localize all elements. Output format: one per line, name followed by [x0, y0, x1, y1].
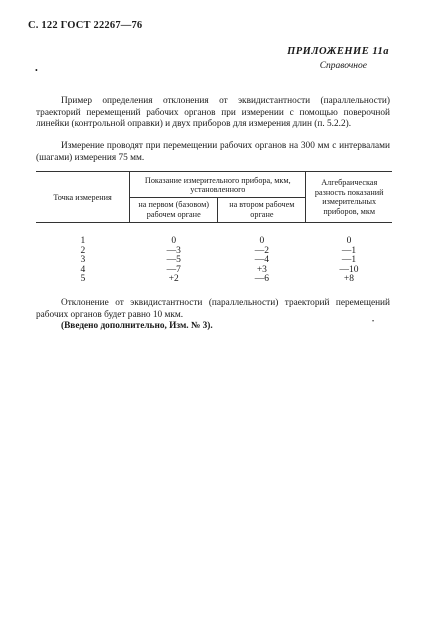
- cell-diff: —10: [339, 264, 359, 275]
- col-header-first: на первом (базовом) рабочем органе: [130, 197, 218, 223]
- cell-second: 0: [259, 236, 265, 246]
- cell-first: —7: [166, 264, 181, 275]
- cell-point: 5: [80, 274, 86, 284]
- cell-first: —3: [166, 245, 181, 256]
- cell-first: —5: [166, 255, 181, 265]
- table-row: [36, 223, 392, 247]
- cell-point: 4: [80, 264, 86, 275]
- cell-point: 2: [80, 245, 86, 256]
- table-row: [36, 275, 392, 285]
- stray-mark: •: [372, 319, 375, 325]
- paragraph-example: Пример определения отклонения от эквидистантности (параллельности) траекторий перемещений рабочих органов при измерении с помощью поверочной линейки (контрольной оправки) и двух приборов для измерения длин (п. 5.2.2).: [36, 96, 390, 129]
- cell-second: +3: [256, 264, 267, 275]
- paragraph-result: Отклонение от эквидистантности (параллельности) траекторий перемещений рабочих органов будет равно 10 мкм.: [36, 298, 390, 320]
- col-header-reading: Показание измерительного прибора, мкм, установленного: [130, 172, 306, 198]
- stray-mark: •: [35, 66, 38, 75]
- appendix-title: ПРИЛОЖЕНИЕ 11а: [287, 46, 389, 57]
- col-header-point: Точка измерения: [36, 172, 130, 223]
- col-header-diff: Алгебраическая разность показаний измерительных приборов, мкм: [306, 172, 392, 223]
- page-header: С. 122 ГОСТ 22267—76: [28, 20, 143, 31]
- cell-point: 3: [80, 255, 86, 265]
- cell-diff: —1: [341, 255, 357, 265]
- table-row: [36, 266, 392, 276]
- cell-second: —2: [254, 245, 269, 256]
- cell-diff: +8: [343, 274, 355, 284]
- cell-first: +2: [168, 274, 179, 284]
- cell-point: 1: [80, 236, 86, 246]
- paragraph-measurement: Измерение проводят при перемещении рабочих органов на 300 мм с интервалами (шагами) измерения 75 мм.: [36, 141, 390, 163]
- paragraph-amendment: (Введено дополнительно, Изм. № 3).: [61, 321, 213, 331]
- cell-diff: —1: [341, 245, 357, 256]
- measurement-table: [36, 171, 392, 285]
- cell-first: 0: [171, 236, 177, 246]
- col-header-second: на втором рабочем органе: [218, 197, 306, 223]
- cell-second: —4: [254, 255, 269, 265]
- cell-diff: 0: [346, 236, 352, 246]
- table-row: [36, 247, 392, 257]
- cell-second: —6: [254, 274, 269, 284]
- appendix-subtitle: Справочное: [319, 61, 367, 71]
